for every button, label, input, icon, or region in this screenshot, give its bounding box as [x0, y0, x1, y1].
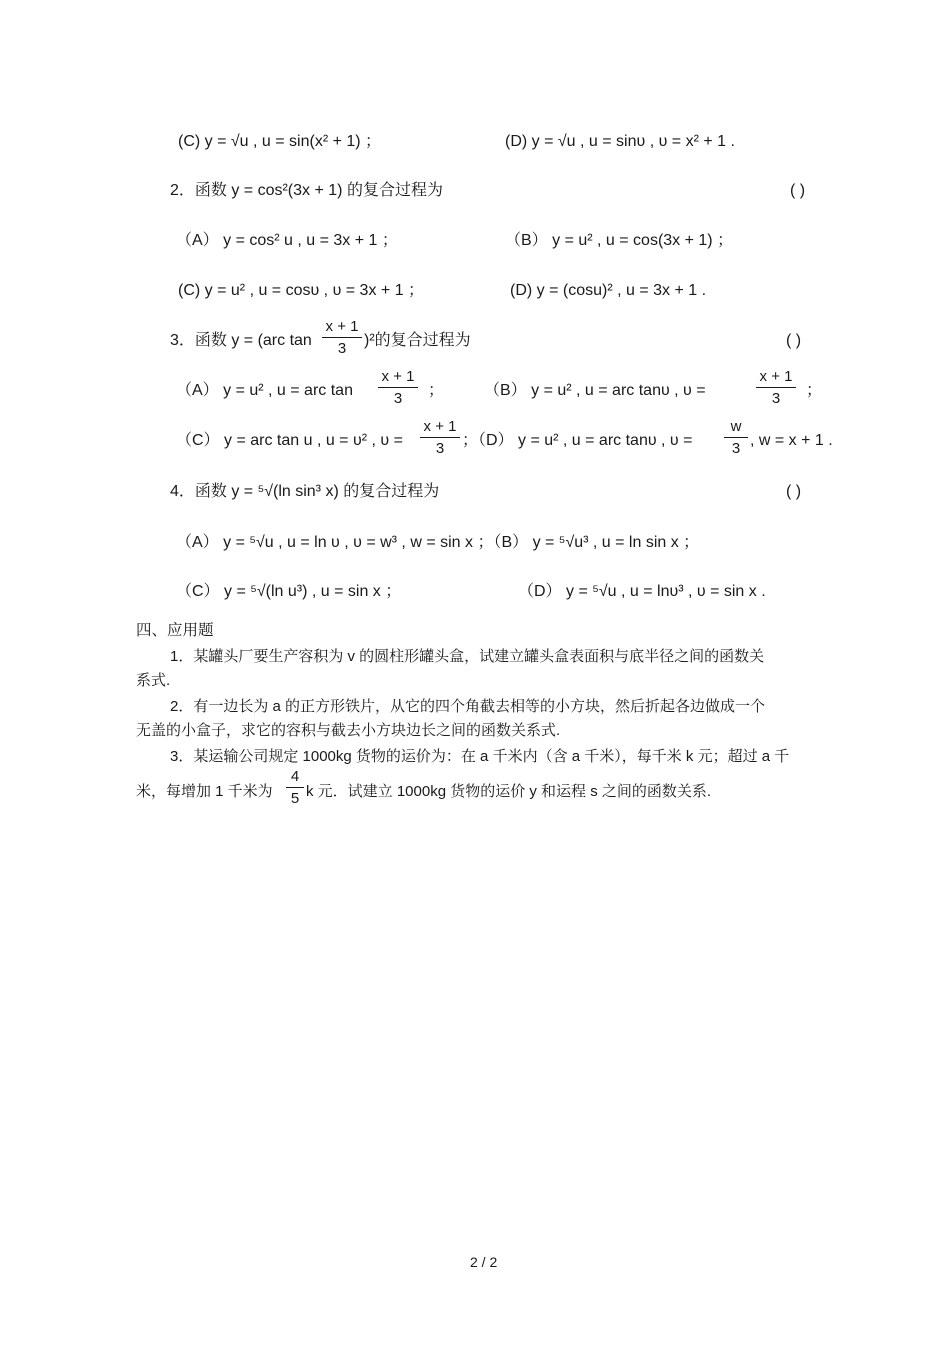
- q4-option-c: （C） y = ⁵√(ln u³) , u = sin x ；: [176, 583, 402, 600]
- q4-options-ab: （A） y = ⁵√u , u = ln υ , υ = w³ , w = sin x ；（B） y = ⁵√u³ , u = ln sin x ；: [176, 534, 700, 551]
- p3-frac-den: 5: [290, 790, 300, 807]
- page-number: 2 / 2: [470, 1254, 498, 1270]
- problem-3-line-2-pre: 米，每增加 1 千米为: [136, 783, 273, 800]
- q2-stem: 2．函数 y = cos²(3x + 1) 的复合过程为: [170, 182, 443, 199]
- problem-3-line-1: 3．某运输公司规定 1000kg 货物的运价为：在 a 千米内（含 a 千米），每千米 k 元；超过 a 千: [170, 748, 790, 765]
- p3-frac-num: 4: [290, 768, 300, 785]
- q3-b-frac-den: 3: [771, 390, 781, 407]
- q3-c-frac-den: 3: [435, 440, 445, 457]
- q3-d-frac-den: 3: [731, 440, 741, 457]
- q3-stem-pre: 3．函数 y = (arc tan: [170, 332, 312, 349]
- problem-3-fraction: [286, 768, 304, 807]
- q3-d-frac-num: w: [730, 418, 742, 435]
- q3-option-b: （B） y = u² , u = arc tanυ , υ =: [484, 382, 706, 399]
- q3-paren: ( ): [786, 332, 802, 349]
- q3-frac-den: 3: [337, 340, 347, 357]
- q4-paren: ( ): [786, 483, 802, 500]
- q3-a-frac-den: 3: [393, 390, 403, 407]
- q3-option-b-end: ；: [806, 382, 823, 399]
- q3-option-c-end: ；（D） y = u² , u = arc tanυ , υ =: [462, 432, 693, 449]
- q2-paren: ( ): [790, 182, 806, 199]
- q1-option-c: (C) y = √u , u = sin(x² + 1) ；: [178, 133, 382, 150]
- q2-option-b: （B） y = u² , u = cos(3x + 1) ；: [505, 232, 734, 249]
- q3-b-fraction: [756, 368, 796, 407]
- q3-a-fraction: [378, 368, 418, 407]
- q3-a-frac-num: x + 1: [381, 368, 415, 385]
- q3-stem-post: )²的复合过程为: [364, 332, 471, 349]
- q3-option-a-end: ；: [428, 382, 445, 399]
- problem-2-line-1: 2．有一边长为 a 的正方形铁片，从它的四个角截去相等的小方块，然后折起各边做成一个: [170, 698, 766, 715]
- q3-b-frac-num: x + 1: [759, 368, 793, 385]
- q3-frac-num: x + 1: [325, 318, 359, 335]
- q3-c-frac-num: x + 1: [423, 418, 457, 435]
- q4-option-d: （D） y = ⁵√u , u = lnυ³ , υ = sin x .: [518, 583, 766, 600]
- problem-2-line-2: 无盖的小盒子，求它的容积与截去小方块边长之间的函数关系式.: [136, 722, 561, 739]
- section-title: 四、应用题: [136, 621, 214, 639]
- q3-d-fraction: [724, 418, 748, 457]
- problem-1-line-2: 系式.: [136, 672, 171, 689]
- q1-option-d: (D) y = √u , u = sinυ , υ = x² + 1 .: [505, 133, 735, 150]
- problem-3-line-2-post: k 元．试建立 1000kg 货物的运价 y 和运程 s 之间的函数关系.: [306, 783, 712, 800]
- problem-1-line-1: 1．某罐头厂要生产容积为 v 的圆柱形罐头盒，试建立罐头盒表面积与底半径之间的函数关: [170, 648, 765, 665]
- q2-option-c: (C) y = u² , u = cosυ , υ = 3x + 1 ；: [178, 282, 425, 299]
- q3-stem-fraction: [322, 318, 362, 357]
- q2-option-d: (D) y = (cosu)² , u = 3x + 1 .: [510, 282, 707, 299]
- q3-c-fraction: [420, 418, 460, 457]
- q3-option-c: （C） y = arc tan u , u = υ² , υ =: [176, 432, 403, 449]
- q4-stem: 4．函数 y = ⁵√(ln sin³ x) 的复合过程为: [170, 483, 440, 500]
- q3-option-d-end: , w = x + 1 .: [750, 432, 833, 449]
- q3-option-a: （A） y = u² , u = arc tan: [176, 382, 353, 399]
- q2-option-a: （A） y = cos² u , u = 3x + 1 ；: [176, 232, 398, 249]
